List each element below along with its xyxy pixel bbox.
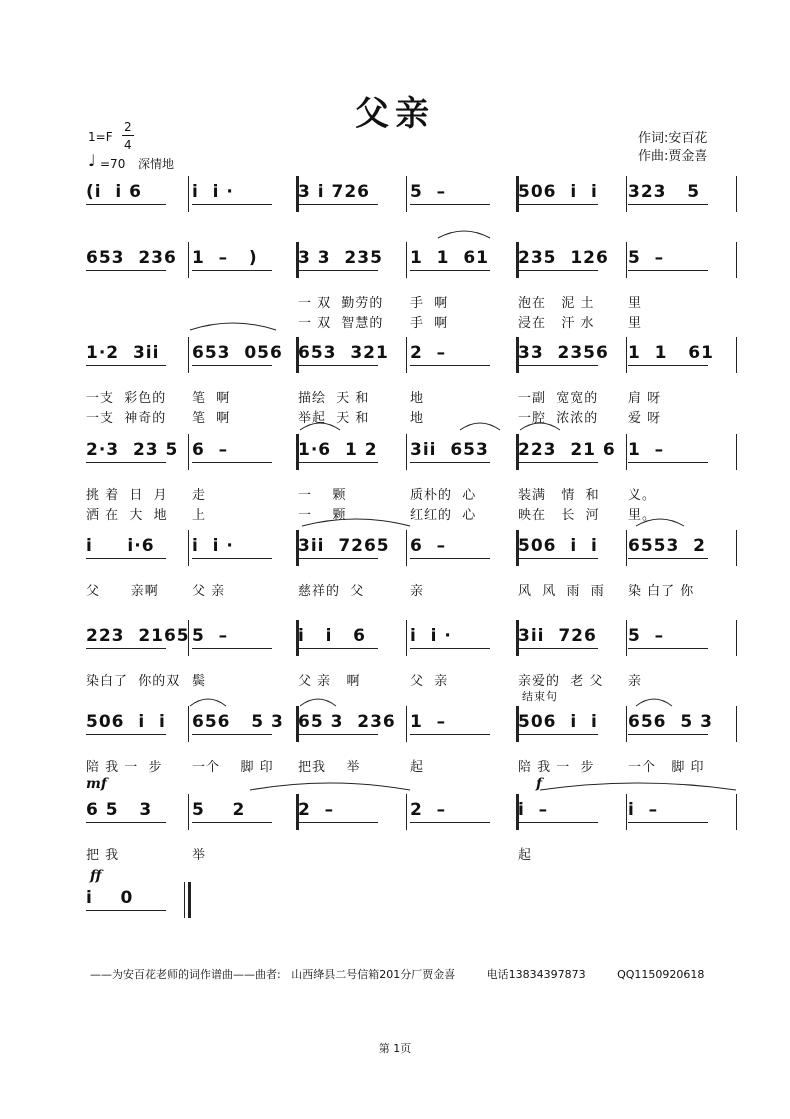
measure-notes: 6 – [192,440,229,460]
lyric-line-2: 红红的 心 [410,508,477,523]
lyric-line-1: 父 亲 [410,674,449,689]
lyric-line-1: 里 [628,296,643,311]
lyric-line-2: 洒 在 大 地 [86,508,168,523]
measure-notes: 2 – [298,800,335,820]
lyric-line-1: 鬓 [192,674,207,689]
lyric-line-1: 质朴的 心 [410,488,477,503]
measure-notes: 656 5 3 [192,712,284,732]
dynamic-f: f [536,776,543,792]
lyric-line-1: 挑 着 日 月 [86,488,168,503]
measure-notes: 3 3 235 [298,248,383,268]
lyric-line-2: 地 [410,411,425,426]
time-signature-numerator: 2 [124,120,132,134]
measure-notes: (i i 6 [86,182,143,202]
lyric-line-1: 起 [518,848,533,863]
measure-notes: 653 236 [86,248,177,268]
lyric-line-1: 手 啊 [410,296,449,311]
lyric-line-1: 走 [192,488,207,503]
slur [460,423,500,430]
lyric-line-2: 一支 神奇的 [86,411,167,426]
key-signature: 1=F [88,130,113,144]
measure-notes: 5 – [192,626,229,646]
lyric-line-1: 装满 情 和 [518,488,600,503]
slur [190,323,276,330]
lyric-line-1: 泡在 泥 土 [518,296,595,311]
expression-marking: 深情地 [138,157,175,171]
lyric-line-1: 一个 脚 印 [192,760,274,775]
measure-notes: i – [518,800,549,820]
measure-notes: 5 – [410,182,447,202]
time-signature-denominator: 4 [124,138,132,152]
lyric-line-1: 父 亲 啊 [298,674,361,689]
lyric-line-1: 父 亲 [192,584,226,599]
lyric-line-2: 上 [192,508,207,523]
measure-notes: 5 – [628,248,665,268]
measure-notes: i 0 [86,888,134,908]
lyric-line-1: 陪 我 一 步 [86,760,163,775]
lyric-line-1: 亲爱的 老 父 [518,674,604,689]
measure-notes: 1 1 61 [628,343,714,363]
lyric-line-1: 一个 脚 印 [628,760,705,775]
measure-notes: 33 2356 [518,343,609,363]
measure-notes: 5 2 [192,800,246,820]
lyric-line-2: 一 双 智慧的 [298,316,384,331]
measure-notes: i i · [192,536,234,556]
lyric-line-1: 起 [410,760,425,775]
lyric-line-2: 里。 [628,508,657,523]
measure-notes: 3ii 726 [518,626,597,646]
measure-notes: 223 21 6 [518,440,616,460]
slur [190,699,226,706]
slur [302,519,410,526]
measure-notes: 6 5 3 [86,800,153,820]
lyric-line-1: 义。 [628,488,657,503]
measure-notes: 223 2165 [86,626,190,646]
slur [300,423,340,430]
measure-notes: 2·3 23 5 [86,440,179,460]
lyric-line-2: 举起 天 和 [298,411,370,426]
measure-notes: 506 i i [518,712,598,732]
measure-notes: 2 – [410,800,447,820]
lyric-line-2: 手 啊 [410,316,449,331]
lyric-line-1: 慈祥的 父 [298,584,365,599]
page-number: 第 1页 [378,1042,412,1055]
slur [540,783,736,790]
measure-notes: i – [628,800,659,820]
measure-notes: 653 056 [192,343,283,363]
lyricist-credit: 作词:安百花 [638,131,708,146]
lyric-line-2: 爱 呀 [628,411,662,426]
measure-notes: 1 – ) [192,248,258,268]
measure-notes: i i · [410,626,452,646]
measure-notes: i i · [192,182,234,202]
lyric-line-1: 父 亲啊 [86,584,159,599]
slur [520,423,560,430]
measure-notes: 506 i i [86,712,166,732]
measure-notes: 5 – [628,626,665,646]
measure-notes: 506 i i [518,182,598,202]
lyric-line-2: 里 [628,316,643,331]
lyric-line-1: 染 白了 你 [628,584,695,599]
measure-notes: 2 – [410,343,447,363]
slur [438,231,490,238]
measure-notes: 235 126 [518,248,609,268]
dynamic-ff: ff [90,868,102,884]
lyric-line-1: 肩 呀 [628,391,662,406]
measure-notes: 3 i 726 [298,182,370,202]
lyric-line-1: 一副 宽宽的 [518,391,599,406]
lyric-line-1: 描绘 天 和 [298,391,370,406]
lyric-line-1: 一 双 勤劳的 [298,296,384,311]
song-title: 父亲 [355,94,435,134]
lyric-line-1: 亲 [628,674,643,689]
lyric-line-1: 亲 [410,584,425,599]
footer-note: ——为安百花老师的词作谱曲——曲者: 山西绛县二号信箱201分厂贾金喜 电话13834397873 QQ1150920618 [90,968,705,981]
lyric-line-2: 映在 长 河 [518,508,600,523]
lyric-line-1: 一支 彩色的 [86,391,167,406]
measure-notes: 3ii 653 [410,440,489,460]
measure-notes: 1·2 3ii [86,343,160,363]
quarter-note-icon: ♩ [88,151,96,170]
lyric-line-1: 笔 啊 [192,391,231,406]
measure-notes: 653 321 [298,343,389,363]
slur [636,699,672,706]
measure-notes: 6553 2 [628,536,706,556]
composer-credit: 作曲:贾金喜 [638,149,708,164]
lyric-line-1: 地 [410,391,425,406]
lyric-line-1: 染白了 你的双 [86,674,181,689]
lyric-line-2: 笔 啊 [192,411,231,426]
measure-notes: 65 3 236 [298,712,396,732]
slur [250,783,410,790]
lyric-line-1: 举 [192,848,207,863]
dynamic-mf: mf [86,776,107,792]
slur [636,519,684,526]
ending-label: 结束句 [522,690,558,703]
lyric-line-1: 陪 我 一 步 [518,760,595,775]
lyric-line-2: 浸在 汗 水 [518,316,595,331]
measure-notes: 1 1 61 [410,248,489,268]
measure-notes: 1 – [410,712,447,732]
measure-notes: 323 5 [628,182,701,202]
slur [300,699,336,706]
measure-notes: i i 6 [298,626,366,646]
lyric-line-2: 一 颗 [298,508,347,523]
lyric-line-2: 一腔 浓浓的 [518,411,599,426]
tempo-marking: =70 [100,157,126,171]
lyric-line-1: 把 我 [86,848,120,863]
lyric-line-1: 把我 举 [298,760,361,775]
measure-notes: 1·6 1 2 [298,440,378,460]
lyric-line-1: 一 颗 [298,488,347,503]
measure-notes: 6 – [410,536,447,556]
measure-notes: 656 5 3 [628,712,713,732]
measure-notes: 3ii 7265 [298,536,390,556]
measure-notes: i i·6 [86,536,155,556]
measure-notes: 506 i i [518,536,598,556]
measure-notes: 1 – [628,440,665,460]
lyric-line-1: 风 风 雨 雨 [518,584,605,599]
